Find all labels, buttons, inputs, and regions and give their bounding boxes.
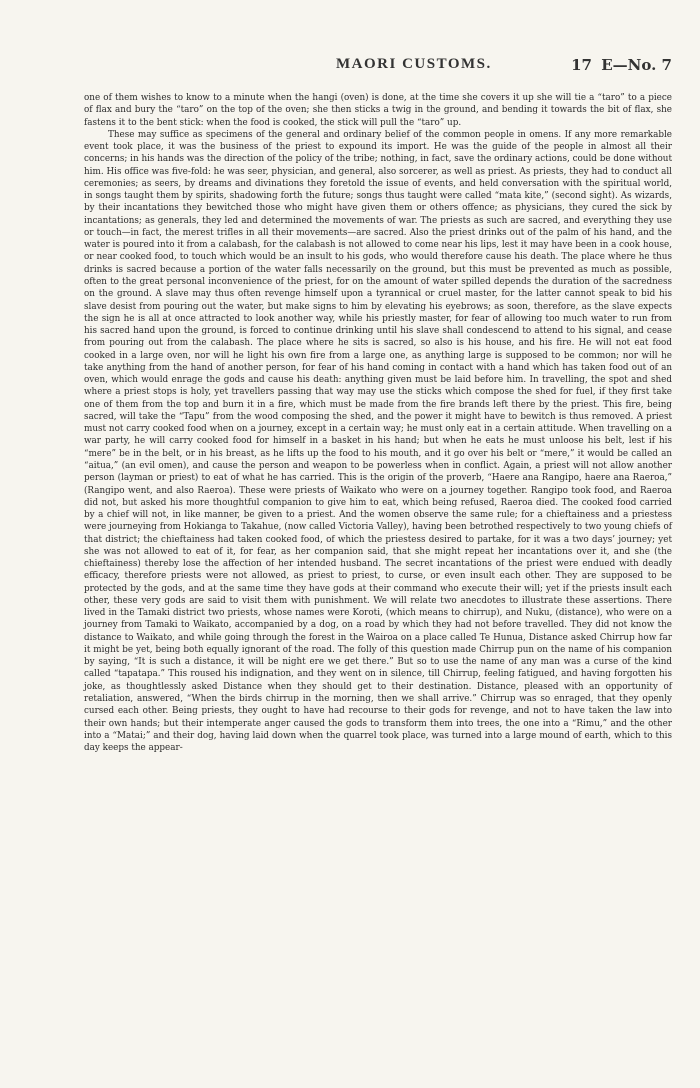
page-title: MAORI CUSTOMS.	[336, 56, 492, 72]
paragraph-priests: These may suffice as specimens of the general and ordinary belief of the common people in omens. If any more remarkable event took place, it was the business of the priest to expound its import. He was the guide of the people in almost all their concerns; in his hands was the direction of the policy of the tribe; nothing, in fact, save the ordinary actions, could be done without him. His office was five-fold: he was seer, physician, and general, also sorcerer, as well as priest. As priests, they had to conduct all ceremonies; as seers, by dreams and divinations they foretold the issue of events, and held conversation with the spiritual world, in songs taught them by spirits, shadowing forth the future; songs thus taught were called “mata kite,” (second sight). As wizards, by their incantations they bewitched those who might have given them or others offence; as physicians, they cured the sick by incantations; as generals, they led and determined the movements of war. The priests as such are sacred, and everything they use or touch—in fact, the merest trifles in all their movements—are sacred. Also the priest drinks out of the palm of his hand, and the water is poured into it from a calabash, for the calabash is not allowed to come near his lips, lest it may have been in a cook house, or near cooked food, to touch which would be an insult to his gods, who would therefore cause his death. The place where he thus drinks is sacred because a portion of the water falls necessarily on the ground, but this must be prevented as much as possible, often to the great personal inconvenience of the priest, for on the amount of water spilled depends the duration of the sacredness on the ground. A slave may thus often revenge himself upon a tyrannical or cruel master, for the latter cannot speak to bid his slave desist from pouring out the water, but make signs to him by elevating his eyebrows; as soon, therefore, as the slave expects the sign he is all at once attracted to look another way, while his priestly master, for fear of allowing too much water to run from his sacred hand upon the ground, is forced to continue drinking until his slave shall condescend to attend to his signal, and cease from pouring out from the calabash. The place where he sits is sacred, so also is his house, and his fire. He will not eat food cooked in a large oven, nor will he light his own fire from a large one, as anything large is supposed to be common; nor will he take anything from the hand of another person, for fear of his hand coming in contact with a hand which has taken food out of an oven, which would enrage the gods and cause his death: anything given must be laid before him. In travelling, the spot and shed where a priest stops is holy, yet travellers passing that way may use the sticks which compose the shed for fuel, if they first take one of them from the top and burn it in a fire, which must be made from the fire brands left there by the priest. This fire, being sacred, will take the “Tapu” from the wood composing the shed, and the power it might have to bewitch is thus removed. A priest must not carry cooked food when on a journey, except in a certain way; he must only eat in a certain attitude. When travelling on a war party, he will carry cooked food for himself in a basket in his hand; but when he eats he must unloose his belt, lest if his “mere” be in the belt, or in his breast, as he lifts up the food to his mouth, and it go over his belt or “mere,” it would be called an “aitua,” (an evil omen), and cause the person and weapon to be powerless when in conflict. Again, a priest will not allow another person (layman or priest) to eat of what he has carried. This is the origin of the proverb, “Haere ana Rangipo, haere ana Raeroa,” (Rangipo went, and also Raeroa). These were priests of Waikato who were on a journey together. Rangipo took food, and Raeroa did not, but asked his more thoughtful companion to give him to eat, which being refused, Raeroa died. The cooked food carried by a chief will not, in like manner, be given to a priest. And the women observe the same rule; for a chieftainess and a priestess were journeying from Hokianga to Takahue, (now called Victoria Valley), having been betrothed respectively to two young chiefs of that district; the chieftainess had taken cooked food, of which the priestess desired to partake, for it was a two days’ journey; yet she was not allowed to eat of it, for fear, as her companion said, that she might repeat her incantations over it, and she (the chieftainess) thereby lose the affection of her intended husband. The secret incantations of the priest were endued with deadly efficacy, therefore priests were not allowed, as priest to priest, to curse, or even insult each other. They are supposed to be protected by the gods, and at the same time they have gods at their command who execute their will; yet if the priests insult each other, these very gods are said to visit them with punishment. We will relate two anecdotes to illustrate these assertions. There lived in the Tamaki district two priests, whose names were Koroti, (which means to chirrup), and Nuku, (distance), who were on a journey from Tamaki to Waikato, accompanied by a dog, on a road by which they had not before travelled. They did not know the distance to Waikato, and while going through the forest in the Wairoa on a place called Te Hunua, Distance asked Chirrup how far it might be yet, being both equally ignorant of the road. The folly of this question made Chirrup pun on the name of his companion by saying, “It is such a distance, it will be night ere we get there.” But so to use the name of any man was a curse of the kind called “tapatapa.” This roused his indignation, and they went on in silence, till Chirrup, feeling fatigued, and having forgotten his joke, as thoughtlessly asked Distance when they should get to their destination. Distance, pleased with an opportunity of retaliation, answered, “When the birds chirrup in the morning, then we shall arrive.” Chirrup was so enraged, that they openly cursed each other. Being priests, they ought to have had recourse to their gods for revenge, and not to have taken the law into their own hands; but their intemperate anger caused the gods to transform them into trees, the one into a “Rimu,” and the other into a “Matai;” and their dog, having laid down when the quarrel took place, was turned into a large mound of earth, which to this day keeps the appear-	[84, 129, 672, 754]
document-reference: E—No. 7	[601, 56, 672, 74]
page-number: 17	[571, 56, 592, 74]
page-header	[84, 52, 672, 92]
paragraph-continuation: one of them wishes to know to a minute when the hangi (oven) is done, at the time she covers it up she will tie a “taro” to a piece of flax and bury the “taro” on the top of the oven; she then sticks a twig in the ground, and bending it towards the bit of flax, she fastens it to the bent stick: when the food is cooked, the stick will pull the “taro” up.	[84, 93, 672, 128]
body-text	[84, 92, 672, 754]
